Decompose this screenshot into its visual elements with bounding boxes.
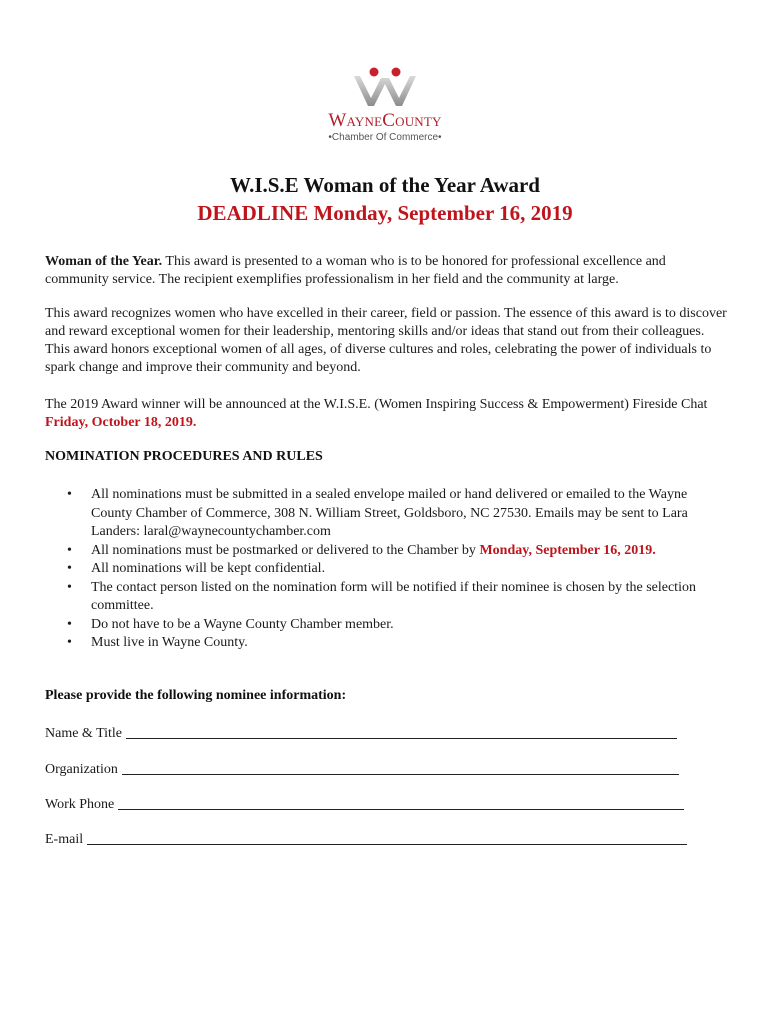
name-title-label: Name & Title bbox=[45, 726, 123, 741]
rule-text: All nominations will be kept confidential. bbox=[91, 561, 326, 576]
chamber-logo bbox=[300, 66, 470, 146]
bullet-icon: • bbox=[67, 561, 72, 576]
rule-text: Do not have to be a Wayne County Chamber member. bbox=[91, 616, 394, 632]
description-paragraph: This award recognizes women who have excelled in their career, field or passion. The essence of this award is to discover and reward exceptional women for their leadership, mentoring skills and/or ideas that stand out from their colleagues. This award honors exceptional women of all ages, of diverse cultures and roles, celebrating the power of individuals to spark change and improve their community and beyond. bbox=[45, 306, 727, 375]
bullet-icon: • bbox=[67, 542, 72, 558]
organization-field[interactable] bbox=[45, 758, 679, 778]
rules-list bbox=[45, 486, 705, 653]
bullet-icon: • bbox=[67, 579, 72, 595]
name-title-input[interactable] bbox=[126, 724, 677, 739]
work-phone-label: Work Phone bbox=[45, 797, 115, 812]
list-item bbox=[45, 542, 705, 561]
rule-text: All nominations must be postmarked or delivered to the Chamber by bbox=[91, 542, 480, 558]
email-field[interactable] bbox=[45, 828, 687, 848]
list-item bbox=[45, 560, 705, 579]
logo-figures-icon bbox=[352, 66, 418, 110]
deadline-heading: DEADLINE Monday, September 16, 2019 bbox=[197, 201, 573, 225]
work-phone-field[interactable] bbox=[45, 793, 684, 813]
email-input[interactable] bbox=[87, 830, 687, 845]
organization-label: Organization bbox=[45, 762, 118, 777]
name-title-field[interactable] bbox=[45, 722, 677, 742]
rules-heading: NOMINATION PROCEDURES AND RULES bbox=[45, 449, 323, 464]
organization-input[interactable] bbox=[122, 760, 679, 775]
intro-text: This award is presented to a woman who is to be honored for professional excellence and community service. The recipient exemplifies professionalism in her field and the community at large. bbox=[45, 254, 666, 287]
bullet-icon: • bbox=[67, 487, 72, 502]
announcement-paragraph bbox=[45, 396, 730, 432]
list-item bbox=[45, 486, 705, 542]
logo-name: WayneCounty bbox=[328, 110, 442, 131]
list-item bbox=[45, 616, 705, 635]
intro-lead: Woman of the Year. bbox=[45, 254, 163, 269]
list-item bbox=[45, 579, 705, 616]
email-label: E-mail bbox=[45, 832, 84, 847]
announcement-date: Friday, October 18, 2019. bbox=[45, 415, 197, 430]
logo-subtitle: •Chamber Of Commerce• bbox=[328, 132, 442, 143]
intro-paragraph bbox=[45, 253, 730, 289]
page-title: W.I.S.E Woman of the Year Award bbox=[230, 173, 540, 197]
rule-text: Must live in Wayne County. bbox=[91, 635, 248, 650]
announcement-text: The 2019 Award winner will be announced at the W.I.S.E. (Women Inspiring Success & Empowerment) Fireside Chat bbox=[45, 397, 708, 412]
bullet-icon: • bbox=[67, 635, 72, 650]
rule-deadline: Monday, September 16, 2019. bbox=[479, 542, 656, 558]
rule-text: All nominations must be submitted in a sealed envelope mailed or hand delivered or emailed to the Wayne County Chamber of Commerce, 308 N. William Street, Goldsboro, NC 27530. Emails may be sent to Lara Landers: laral@waynecountychamber.com bbox=[91, 487, 688, 539]
form-prompt: Please provide the following nominee information: bbox=[45, 688, 347, 703]
work-phone-input[interactable] bbox=[118, 795, 684, 810]
list-item bbox=[45, 634, 705, 653]
bullet-icon: • bbox=[67, 616, 72, 632]
rule-text: The contact person listed on the nomination form will be notified if their nominee is chosen by the selection committee. bbox=[91, 579, 696, 613]
